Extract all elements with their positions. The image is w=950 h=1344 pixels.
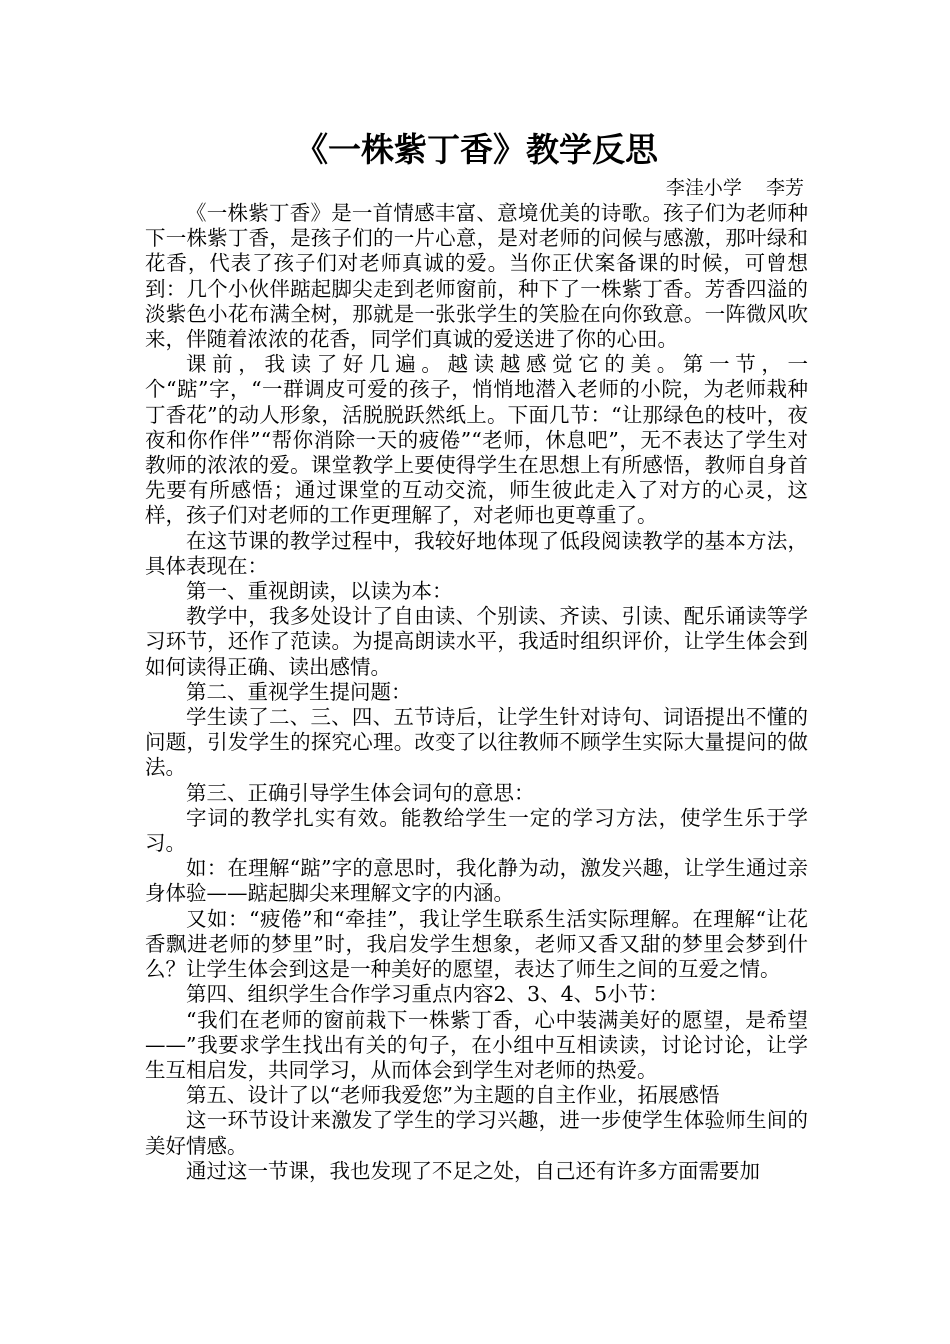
paragraph-16: 通过这一节课，我也发现了不足之处，自己还有许多方面需要加 (186, 1158, 760, 1183)
paragraph-14: 第五、设计了以“老师我爱您”为主题的自主作业，拓展感悟 (186, 1083, 720, 1108)
paragraph-8: 第三、正确引导学生体会词句的意思： (186, 780, 535, 805)
paragraph-12: 第四、组织学生合作学习重点内容2、3、4、5小节： (186, 982, 669, 1007)
paragraph-2: 课前，我读了好几遍。越读越感觉它的美。第一节，一个“踮”字，“一群调皮可爱的孩子，悄悄地潜入老师的小院，为老师栽种丁香花”的动人形象，活脱脱跃然纸上。下面几节：“让那绿色的枝叶，夜夜和你作伴”“帮你消除一天的疲倦”“老师，休息吧”，无不表达了学生对教师的浓浓的爱。课堂教学上要使得学生在思想上有所感悟，教师自身首先要有所感悟；通过课堂的互动交流，师生彼此走入了对方的心灵，这样，孩子们对老师的工作更理解了，对老师也更尊重了。 (145, 352, 808, 528)
author-line: 李洼小学 李芳 (665, 177, 804, 199)
document-title: 《一株紫丁香》教学反思 (295, 130, 658, 169)
paragraph-10: 如：在理解“踮”字的意思时，我化静为动，激发兴趣，让学生通过亲身体验——踮起脚尖来理解文字的内涵。 (145, 856, 808, 906)
paragraph-13: “我们在老师的窗前栽下一株紫丁香，心中装满美好的愿望，是希望——”我要求学生找出有关的句子，在小组中互相读读，讨论讨论，让学生互相启发，共同学习，从而体会到学生对老师的热爱。 (145, 1007, 808, 1082)
paragraph-11: 又如：“疲倦”和“牵挂”，我让学生联系生活实际理解。在理解“让花香飘进老师的梦里”时，我启发学生想象，老师又香又甜的梦里会梦到什么？让学生体会到这是一种美好的愿望，表达了师生之间的互爱之情。 (145, 906, 808, 982)
document-page (145, 124, 808, 1184)
paragraph-4: 第一、重视朗读，以读为本： (186, 579, 453, 604)
paragraph-9: 字词的教学扎实有效。能教给学生一定的学习方法，使学生乐于学习。 (145, 805, 808, 856)
paragraph-7: 学生读了二、三、四、五节诗后，让学生针对诗句、词语提出不懂的问题，引发学生的探究心理。改变了以往教师不顾学生实际大量提问的做法。 (145, 705, 808, 780)
paragraph-5: 教学中，我多处设计了自由读、个别读、齐读、引读、配乐诵读等学习环节，还作了范读。为提高朗读水平，我适时组织评价，让学生体会到如何读得正确、读出感情。 (145, 604, 808, 679)
paragraph-3: 在这节课的教学过程中，我较好地体现了低段阅读教学的基本方法，具体表现在： (145, 528, 808, 578)
paragraph-15: 这一环节设计来激发了学生的学习兴趣，进一步使学生体验师生间的美好情感。 (145, 1108, 808, 1158)
paragraph-6: 第二、重视学生提问题： (186, 679, 412, 704)
document-body (145, 201, 808, 1184)
paragraph-1: 《一株紫丁香》是一首情感丰富、意境优美的诗歌。孩子们为老师种下一株紫丁香，是孩子们的一片心意，是对老师的问候与感激，那叶绿和花香，代表了孩子们对老师真诚的爱。当你正伏案备课的时候，可曾想到：几个小伙伴踮起脚尖走到老师窗前，种下了一株紫丁香。芳香四溢的淡紫色小花布满全树，那就是一张张学生的笑脸在向你致意。一阵微风吹来，伴随着浓浓的花香，同学们真诚的爱送进了你的心田。 (145, 201, 808, 352)
